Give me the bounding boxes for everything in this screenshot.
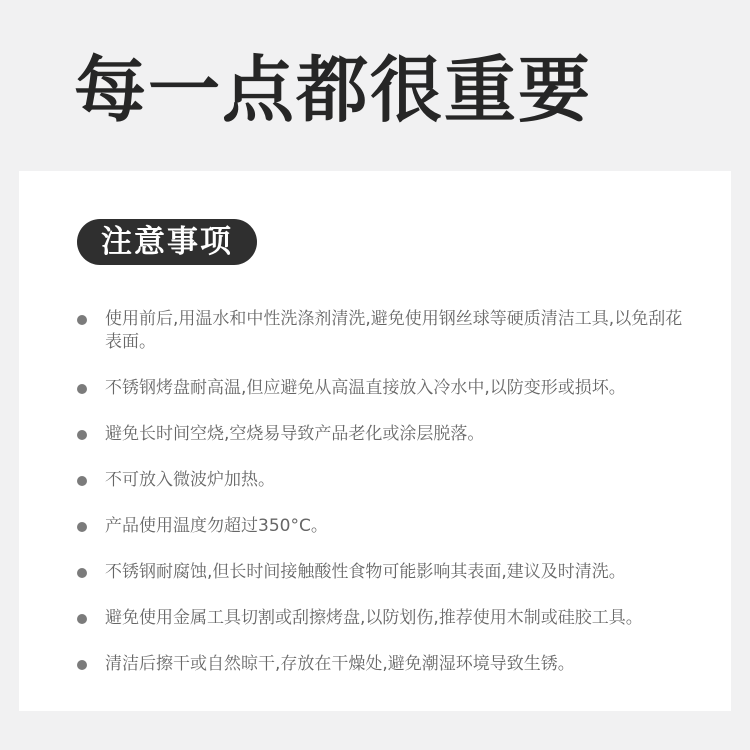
- note-text: 避免长时间空烧,空烧易导致产品老化或涂层脱落。: [105, 424, 485, 444]
- list-item: [77, 469, 687, 492]
- list-item: [77, 607, 687, 630]
- note-text: 避免使用金属工具切割或刮擦烤盘,以防划伤,推荐使用木制或硅胶工具。: [105, 608, 643, 628]
- notes-list: [77, 308, 687, 699]
- section-badge: 注意事项: [77, 219, 257, 265]
- bullet-icon: [77, 315, 87, 325]
- list-item: [77, 515, 687, 538]
- note-text: 清洁后擦干或自然晾干,存放在干燥处,避免潮湿环境导致生锈。: [105, 654, 575, 674]
- list-item: [77, 308, 687, 354]
- note-text: 不锈钢烤盘耐高温,但应避免从高温直接放入冷水中,以防变形或损坏。: [105, 378, 626, 398]
- note-text: 使用前后,用温水和中性洗涤剂清洗,避免使用钢丝球等硬质清洁工具,以免刮花表面。: [105, 309, 683, 352]
- bullet-icon: [77, 660, 87, 670]
- bullet-icon: [77, 384, 87, 394]
- note-text: 产品使用温度勿超过350°C。: [105, 516, 328, 536]
- note-text: 不锈钢耐腐蚀,但长时间接触酸性食物可能影响其表面,建议及时清洗。: [105, 562, 626, 582]
- list-item: [77, 377, 687, 400]
- page-headline: 每一点都很重要: [74, 48, 593, 132]
- bullet-icon: [77, 430, 87, 440]
- notes-card: [19, 171, 731, 711]
- bullet-icon: [77, 522, 87, 532]
- list-item: [77, 423, 687, 446]
- bullet-icon: [77, 614, 87, 624]
- list-item: [77, 561, 687, 584]
- bullet-icon: [77, 568, 87, 578]
- list-item: [77, 653, 687, 676]
- note-text: 不可放入微波炉加热。: [105, 470, 275, 490]
- bullet-icon: [77, 476, 87, 486]
